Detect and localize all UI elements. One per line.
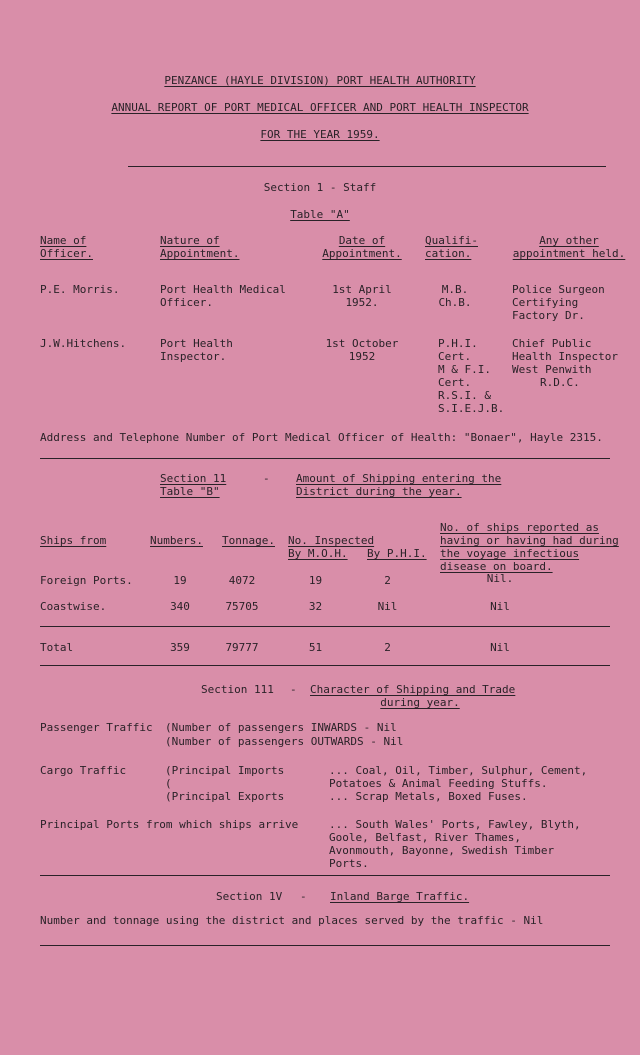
address-line: Address and Telephone Number of Port Medical Officer of Health: "Bonaer", Hayle 2315. (40, 431, 603, 444)
qualification: Cert. (438, 350, 472, 363)
section4-dash: - (300, 890, 307, 903)
row-tonnage: 75705 (225, 600, 259, 613)
col-header-name: Officer. (40, 247, 93, 260)
row-by-moh: 32 (308, 600, 323, 613)
col-header-date: Appointment. (322, 247, 402, 260)
col-header-nature: Appointment. (160, 247, 240, 260)
report-heading-line1: PENZANCE (HAYLE DIVISION) PORT HEALTH AUTHORITY (164, 74, 476, 87)
other-appointment: Chief Public (512, 337, 592, 350)
appointment: Port Health Medical (160, 283, 286, 296)
divider (40, 875, 610, 876)
col-header-tonnage: Tonnage. (222, 534, 275, 547)
other-appointment: Certifying (512, 296, 579, 309)
principal-exports-label: (Principal Exports (165, 790, 285, 803)
col-header-other: appointment held. (512, 247, 626, 260)
barge-traffic-text: Number and tonnage using the district and places served by the traffic - Nil (40, 914, 544, 927)
divider (128, 166, 606, 167)
col-header-reported: disease on board. (440, 560, 553, 573)
row-numbers: 340 (170, 600, 190, 613)
row-by-phi: Nil (377, 600, 398, 613)
appointment-date: 1952 (348, 350, 376, 363)
ports-list: Goole, Belfast, River Thames, (329, 831, 522, 844)
col-header-name: Name of (40, 234, 87, 247)
report-heading-line3: FOR THE YEAR 1959. (260, 128, 380, 141)
qualification: R.S.I. & (438, 389, 491, 402)
ports-list: Ports. (329, 857, 369, 870)
col-header-numbers: Numbers. (150, 534, 203, 547)
qualification: S.I.E.J.B. (438, 402, 505, 415)
officer-name: P.E. Morris. (40, 283, 120, 296)
other-appointment: Police Surgeon (512, 283, 605, 296)
appointment-date: 1st April (332, 283, 392, 296)
col-header-nature: Nature of (160, 234, 220, 247)
col-header-qualification: Qualifi- (425, 234, 478, 247)
total-label: Total (40, 641, 74, 654)
table-b-title: Table "B" (160, 485, 220, 498)
section3-title: Section 111 (201, 683, 274, 696)
divider (40, 458, 610, 459)
officer-name: J.W.Hitchens. (40, 337, 127, 350)
section1-title: Section 1 - Staff (263, 181, 377, 194)
qualification: Cert. (438, 376, 472, 389)
divider (40, 626, 610, 627)
row-by-moh: 19 (308, 574, 323, 587)
qualification: P.H.I. (438, 337, 478, 350)
total-tonnage: 79777 (225, 641, 259, 654)
section3-dash: - (290, 683, 297, 696)
total-by-phi: 2 (384, 641, 391, 654)
appointment: Officer. (160, 296, 213, 309)
col-header-ships-from: Ships from (40, 534, 107, 547)
passenger-traffic-label: Passenger Traffic (40, 721, 153, 734)
principal-ports-label: Principal Ports from which ships arrive (40, 818, 299, 831)
col-header-reported: the voyage infectious (440, 547, 580, 560)
total-numbers: 359 (170, 641, 190, 654)
appointment-date: 1st October (325, 337, 399, 350)
other-appointment: R.D.C. (540, 376, 580, 389)
divider (40, 665, 610, 666)
section4-title: Section 1V (216, 890, 283, 903)
passenger-inwards: (Number of passengers INWARDS - Nil (165, 721, 397, 734)
col-header-by-moh: By M.O.H. (288, 547, 348, 560)
ports-list: Avonmouth, Bayonne, Swedish Timber (329, 844, 555, 857)
col-header-reported: No. of ships reported as (440, 521, 599, 534)
exports-list: ... Scrap Metals, Boxed Fuses. (329, 790, 528, 803)
other-appointment: Health Inspector (512, 350, 618, 363)
imports-list: ... Coal, Oil, Timber, Sulphur, Cement, (329, 764, 588, 777)
appointment: Inspector. (160, 350, 227, 363)
section4-subtitle: Inland Barge Traffic. (330, 890, 470, 903)
principal-imports-label: (Principal Imports (165, 764, 285, 777)
row-tonnage: 4072 (228, 574, 256, 587)
cargo-traffic-label: Cargo Traffic (40, 764, 127, 777)
row-reported: Nil. (486, 572, 514, 585)
col-header-by-phi: By P.H.I. (367, 547, 427, 560)
qualification: Ch.B. (438, 296, 472, 309)
imports-list: Potatoes & Animal Feeding Stuffs. (329, 777, 548, 790)
section2-subtitle: Amount of Shipping entering the (296, 472, 502, 485)
col-header-other: Any other (539, 234, 599, 247)
passenger-outwards: (Number of passengers OUTWARDS - Nil (165, 735, 404, 748)
row-by-phi: 2 (384, 574, 391, 587)
appointment-date: 1952. (345, 296, 379, 309)
other-appointment: Factory Dr. (512, 309, 585, 322)
ports-list: ... South Wales' Ports, Fawley, Blyth, (329, 818, 581, 831)
total-reported: Nil (490, 641, 510, 654)
row-label: Foreign Ports. (40, 574, 133, 587)
total-by-moh: 51 (308, 641, 323, 654)
qualification: M & F.I. (438, 363, 491, 376)
row-numbers: 19 (173, 574, 187, 587)
col-header-date: Date of (338, 234, 386, 247)
section2-title: Section 11 (160, 472, 227, 485)
section2-dash: - (263, 472, 270, 485)
other-appointment: West Penwith (512, 363, 592, 376)
section2-subtitle: District during the year. (296, 485, 462, 498)
col-header-inspected: No. Inspected (288, 534, 375, 547)
cargo-bracket: ( (165, 777, 172, 790)
col-header-qualification: cation. (425, 247, 472, 260)
section3-subtitle: Character of Shipping and Trade (310, 683, 516, 696)
row-reported: Nil (490, 600, 510, 613)
qualification: M.B. (441, 283, 469, 296)
table-a-title: Table "A" (290, 208, 350, 221)
report-heading-line2: ANNUAL REPORT OF PORT MEDICAL OFFICER AND PORT HEALTH INSPECTOR (111, 101, 529, 114)
divider (40, 945, 610, 946)
row-label: Coastwise. (40, 600, 107, 613)
section3-subtitle: during year. (380, 696, 460, 709)
appointment: Port Health (160, 337, 233, 350)
col-header-reported: having or having had during (440, 534, 619, 547)
